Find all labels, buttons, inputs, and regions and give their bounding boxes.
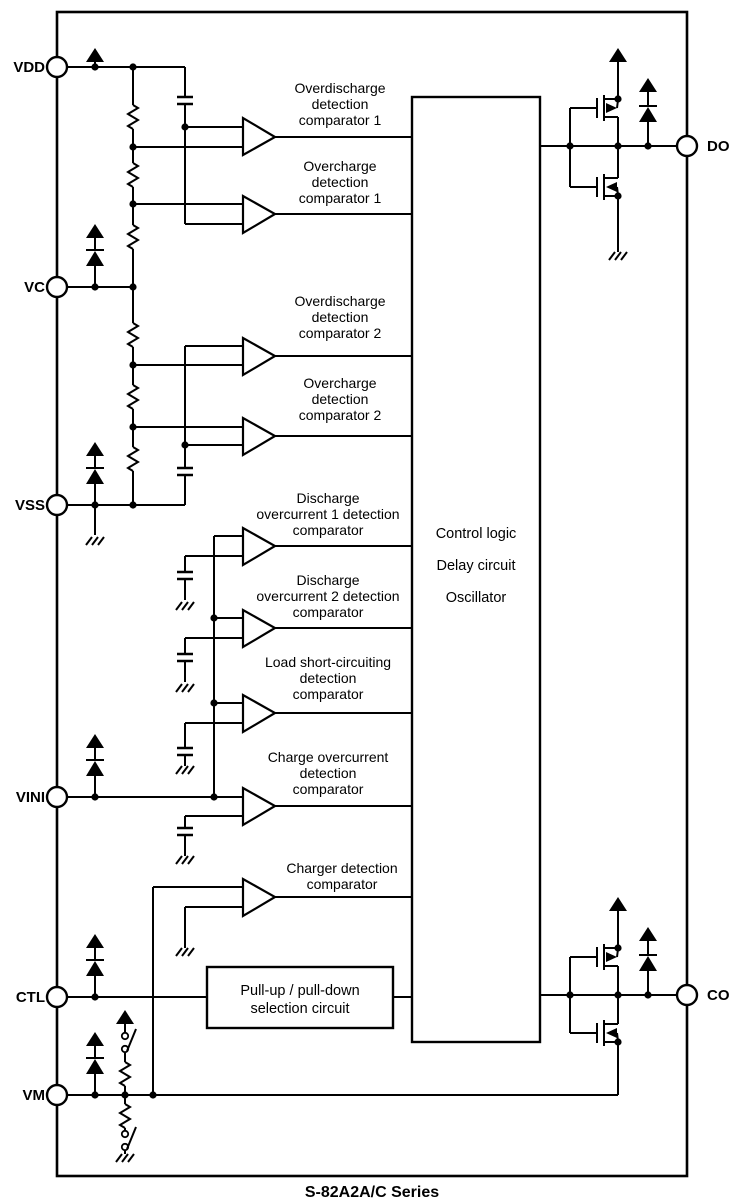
do-esd-diode-icon: [639, 78, 657, 146]
pin-label-vdd: VDD: [13, 59, 45, 76]
comparator-charge-overcurrent: [243, 749, 412, 825]
switch-blade-icon: [127, 1029, 136, 1051]
sense-bus: [214, 536, 243, 797]
comparator-icon: [243, 418, 275, 455]
resistor: [128, 163, 138, 187]
pin-terminal-icon: [47, 57, 67, 77]
comparator-load-short-circuiting: [243, 654, 412, 732]
comparator-icon: [243, 528, 275, 565]
switch-contact-icon: [122, 1131, 128, 1137]
comparator-label: comparator 2: [298, 325, 382, 341]
comparator-label: Charge overcurrent: [267, 749, 389, 765]
comparator-icon: [243, 610, 275, 647]
vini-esd-diode-icon: [86, 734, 104, 797]
comparator-label: comparator 1: [298, 112, 382, 128]
comparator-icon: [243, 338, 275, 375]
do-output-stage: [540, 48, 677, 252]
comparator-icon: [243, 118, 275, 155]
co-esd-diode-icon: [639, 927, 657, 995]
vm-esd-diode-icon: [86, 1032, 104, 1095]
comparator-label: detection: [311, 174, 369, 190]
resistor: [128, 447, 138, 471]
comparator-label: Charger detection: [286, 860, 398, 876]
comparator-label: Discharge: [296, 572, 360, 588]
pin-terminal-icon: [677, 136, 697, 156]
comparator-overcharge-1: [243, 158, 412, 233]
switch-contact-icon: [122, 1033, 128, 1039]
comparator-label: detection: [311, 96, 369, 112]
pin-vini: [16, 787, 67, 807]
control-block-label: Oscillator: [445, 590, 507, 606]
pin-protection-symbols: [86, 48, 104, 1095]
comparator-label: detection: [299, 765, 357, 781]
supply-arrow-icon: [609, 48, 627, 62]
comparator-label: overcurrent 2 detection: [256, 588, 400, 604]
comparator-input-filters: [177, 556, 243, 856]
ground-icon: [116, 1154, 134, 1162]
switch-blade-icon: [127, 1127, 136, 1149]
ground-icon: [176, 856, 194, 864]
capacitor-icon: [177, 748, 193, 755]
comparator-label: Overdischarge: [294, 80, 386, 96]
pin-vss: [15, 495, 67, 515]
pin-vm: [23, 1085, 68, 1105]
capacitor-icon: [177, 468, 193, 475]
vc-esd-diode-icon: [86, 224, 104, 287]
pin-label-vm: VM: [22, 1087, 45, 1104]
ground-icon: [176, 766, 194, 774]
comparator-label: detection: [311, 391, 369, 407]
resistor: [128, 225, 138, 249]
resistor: [128, 105, 138, 129]
comparator-label: detection: [299, 670, 357, 686]
pin-label-co: CO: [707, 987, 730, 1004]
supply-arrow-icon: [639, 78, 657, 92]
resistor: [128, 323, 138, 347]
pin-vdd: [13, 57, 67, 77]
comparator-label: detection: [311, 309, 369, 325]
junction-dots: [91, 63, 651, 1098]
pin-terminal-icon: [47, 1085, 67, 1105]
pin-label-do: DO: [707, 138, 730, 155]
ground-icon: [176, 684, 194, 692]
comparator-label: comparator: [306, 876, 378, 892]
comparator-label: Load short-circuiting: [264, 654, 392, 670]
pullup-block-label: selection circuit: [250, 1001, 350, 1017]
comparator-label: comparator: [292, 522, 364, 538]
comparators: [243, 80, 412, 916]
comparator-label: comparator: [292, 604, 364, 620]
ground-icon: [609, 252, 627, 260]
supply-arrow-icon: [116, 1010, 134, 1024]
pin-terminal-icon: [677, 985, 697, 1005]
comparator-overdischarge-1: [243, 80, 412, 155]
comparator-label: comparator 1: [298, 190, 382, 206]
comparator-overdischarge-2: [243, 293, 412, 375]
pin-vc: [24, 277, 67, 297]
control-logic-block: [412, 97, 540, 1042]
control-block-label: Delay circuit: [436, 558, 516, 574]
pin-ctl: [16, 987, 67, 1007]
comparator-icon: [243, 879, 275, 916]
comparator-overcharge-2: [243, 375, 412, 455]
ctl-esd-diode-icon: [86, 934, 104, 997]
pin-terminal-icon: [47, 787, 67, 807]
comparator-icon: [243, 788, 275, 825]
comparator-discharge-overcurrent-1: [243, 490, 412, 565]
nmos-icon: [570, 146, 618, 252]
capacitor-icon: [177, 654, 193, 661]
comparator-label: comparator 2: [298, 407, 382, 423]
pin-do: [677, 136, 730, 156]
resistor: [120, 1104, 130, 1128]
comparator-label: Overcharge: [303, 158, 377, 174]
vss-esd-diode-icon: [86, 442, 104, 505]
vss-sample-cap-branch: [177, 346, 243, 505]
supply-arrow-icon: [609, 897, 627, 911]
comparator-label: overcurrent 1 detection: [256, 506, 400, 522]
ground-icon: [176, 948, 194, 956]
pin-label-ctl: CTL: [15, 989, 45, 1006]
ground-icon: [176, 602, 194, 610]
vm-pullup-network: [116, 1010, 136, 1095]
pullup-selection-block: [207, 967, 412, 1028]
pin-terminal-icon: [47, 277, 67, 297]
series-label: S-82A2A/C Series: [304, 1184, 440, 1200]
control-block-label: Control logic: [435, 526, 517, 542]
pin-co: [677, 985, 730, 1005]
supply-arrow-icon: [639, 927, 657, 941]
capacitor-icon: [177, 572, 193, 579]
pin-terminal-icon: [47, 495, 67, 515]
resistor: [120, 1062, 130, 1086]
pin-label-vc: VC: [24, 279, 45, 296]
vdd-sample-cap-branch: [177, 67, 243, 224]
comparator-icon: [243, 196, 275, 233]
ground-icon: [86, 537, 104, 545]
capacitor-icon: [177, 828, 193, 835]
vm-pulldown-network: [120, 1095, 136, 1154]
divider-taps: [133, 147, 243, 427]
comparator-label: comparator: [292, 781, 364, 797]
pullup-block-label: Pull-up / pull-down: [240, 983, 360, 999]
comparator-label: Discharge: [296, 490, 360, 506]
nmos-icon: [570, 995, 618, 1095]
comparator-label: Overdischarge: [294, 293, 386, 309]
comparator-label: Overcharge: [303, 375, 377, 391]
pin-terminal-icon: [47, 987, 67, 1007]
pin-label-vini: VINI: [15, 789, 45, 806]
comparator-charger-detection: [243, 860, 412, 916]
comparator-discharge-overcurrent-2: [243, 572, 412, 647]
pin-label-vss: VSS: [14, 497, 45, 514]
comparator-label: comparator: [292, 686, 364, 702]
capacitor-icon: [177, 97, 193, 104]
co-output-stage: [540, 897, 677, 1095]
comparator-icon: [243, 695, 275, 732]
resistor: [128, 385, 138, 409]
